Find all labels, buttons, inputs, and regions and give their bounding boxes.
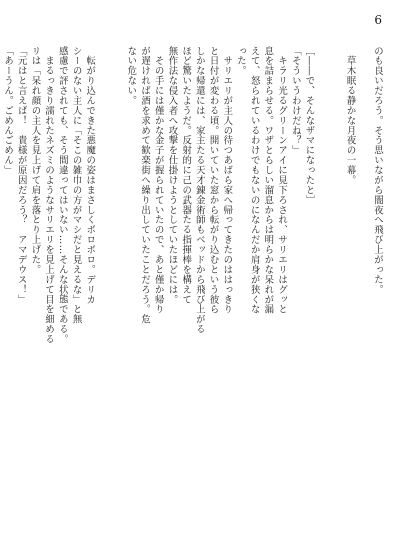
text-column: 息を詰まらせる。ワザとらしい溜息からは明らかな呆れが漏: [262, 46, 274, 315]
text-column: 「そういうわけだね？」: [289, 46, 301, 156]
text-column: 「あーうん。ごめんごめん」: [2, 46, 14, 176]
text-column: 感慮で評されても、そう間違ってはいない……そんな状態である。: [56, 46, 68, 345]
text-column: えて、怒られているわけでもないのになんだか肩身が狭くな: [248, 46, 260, 315]
blank-column: [96, 46, 110, 516]
blank-column: [357, 46, 371, 516]
text-column: キラリ光るグリーンアイに見下ろされ、サリエリはグッと: [276, 46, 288, 315]
text-column: 無作法な侵入者へ攻撃を仕掛けようとしていたほどには。: [166, 46, 178, 305]
text-column: ［――で、そんなザマになったと］: [303, 46, 315, 206]
text-column: った。: [234, 46, 246, 76]
text-column: リは「呆れ顔の主人を見上げて肩を落とり上げた。: [29, 46, 41, 275]
page-number: 6: [374, 13, 382, 27]
blank-column: [329, 46, 343, 516]
vertical-text-body: [0, 46, 384, 516]
text-column: と日付が変わる頃。開いていた窓から転がり込むという彼ら: [207, 46, 219, 315]
blank-column: [315, 46, 329, 516]
text-column: シーのない主人に「そこの雑巾の方がマシだと見えるな」と無: [70, 46, 82, 325]
text-column: 転がり込んできた悪魔の姿はまさしくボロボロ。デリカ: [84, 46, 96, 305]
text-column: ない危ない。: [125, 46, 137, 106]
text-column: 草木眠る静かな月夜の一幕。: [344, 46, 356, 186]
text-column: その手には僅かな金子が握られていたので、あと僅か帰り: [152, 46, 164, 315]
text-column: が遅ければ酒を求めて歓楽街へ繰り出していたことだろう。危: [139, 46, 151, 325]
text-column: まるっきり濡れたネズミのようなサリエリを見上げて目を細める: [43, 46, 55, 345]
text-column: のも良いだろう。そう思いながら闇夜へ飛び上がった。: [372, 46, 383, 295]
text-column: 「元はと言えば！ 貴様が原因だろう？ アマデウス！」: [15, 46, 27, 305]
text-column: サリエリが主人の待つあばら家へ帰ってきたのははっきり: [221, 46, 233, 315]
text-column: ほど驚いたようだ。反射的に己の武器たる指揮棒を構えて: [180, 46, 192, 305]
text-column: しかな帰還には、家主たる天才錬金術師もベッドから飛び上がる: [193, 46, 205, 335]
blank-column: [110, 46, 124, 516]
